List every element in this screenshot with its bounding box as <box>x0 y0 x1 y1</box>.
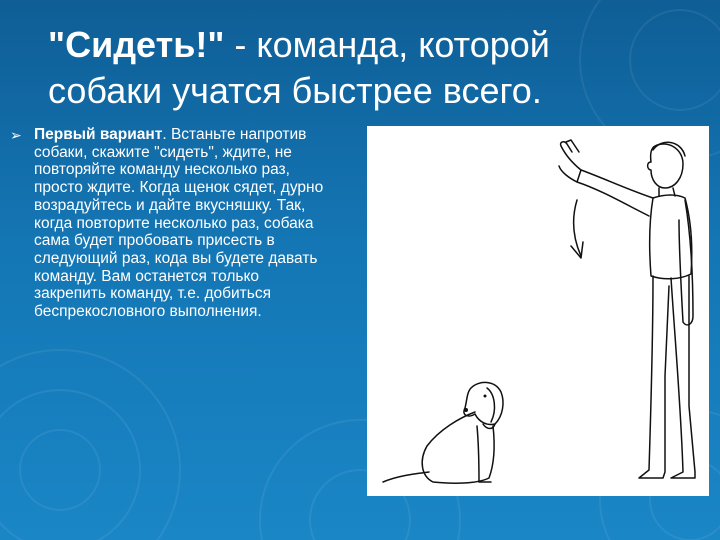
title-command: "Сидеть!" <box>48 24 225 65</box>
title-rest: - команда, которой собаки учатся быстрее всего. <box>48 24 550 111</box>
motion-arrow <box>574 200 581 256</box>
bullet-paragraph <box>34 126 334 321</box>
dog-eye <box>484 395 487 398</box>
dog-tail <box>383 472 429 482</box>
man-right-leg <box>671 276 695 478</box>
man-raised-arm <box>577 170 653 216</box>
dog-nose <box>464 408 468 412</box>
bullet-lead: Первый вариант <box>34 126 163 143</box>
arrow-bullet-icon: ➢ <box>10 127 22 143</box>
man-lowered-arm <box>679 200 693 325</box>
man-raised-hand <box>559 140 581 182</box>
dog-front-leg <box>477 426 491 482</box>
man-left-leg <box>639 276 669 478</box>
dog-ear <box>487 388 494 422</box>
man-and-sitting-dog-illustration <box>367 126 709 496</box>
illustration-drawing <box>367 126 709 496</box>
bullet-body: . Встаньте напротив собаки, скажите "сидеть", ждите, не повторяйте команду несколько раз, просто ждите. Когда щенок сядет, дурно возрадуйтесь и дайте вкусняшку. Так, когда повторите несколько раз, собака сама будет пробовать присесть в следующий раз, кода вы будете давать команду. Вам останется только закрепить команду, т.е. добиться беспрекословного выполнения. <box>34 126 324 321</box>
dog-head <box>464 382 503 424</box>
slide-title <box>48 22 668 114</box>
